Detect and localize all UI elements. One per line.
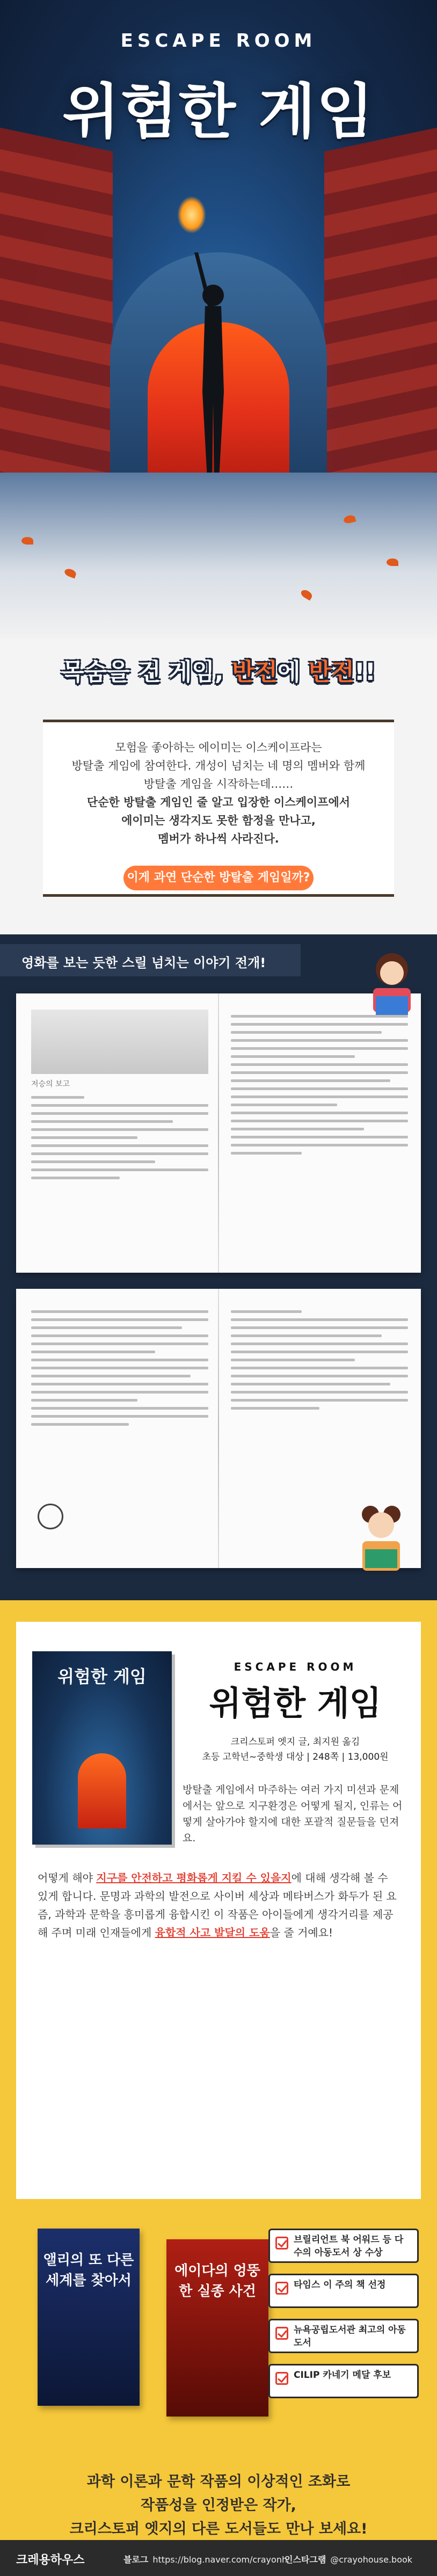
other-book-title: 앨리의 또 다른 세계를 찾아서: [43, 2252, 134, 2289]
synopsis-line: 방탈출 게임에 참여한다. 개성이 넘치는 네 명의 멤버와 함께: [71, 759, 366, 772]
page-right: [231, 1305, 408, 1415]
publisher-logo[interactable]: 크레용하우스: [16, 2553, 85, 2567]
body-text: 어떻게 해야: [38, 1871, 97, 1884]
award-label: 타임스 이 주의 책 선정: [294, 2280, 386, 2290]
silhouette-figure: [192, 252, 235, 494]
reading-child-icon: [349, 1498, 413, 1579]
footer: [0, 2540, 437, 2576]
book-spread: [16, 993, 421, 1273]
instagram-label: 인스타그램: [285, 2555, 326, 2565]
torch-flame: [177, 196, 206, 234]
info-title: 위험한 게임: [209, 1684, 382, 1723]
awards-list: [268, 2229, 419, 2409]
butterfly-icon: [21, 537, 33, 545]
author-line: 크리스토퍼 엣지 글, 최지원 옮김: [230, 1737, 360, 1747]
preview-caption: 영화를 보는 듯한 스릴 넘치는 이야기 전개!: [21, 955, 266, 970]
tagline-text: !!: [354, 658, 376, 686]
body-text: 을 줄 거예요!: [270, 1926, 333, 1939]
left-brick-wall: [0, 128, 113, 528]
checkbox-icon: [275, 2282, 288, 2295]
page-left: [31, 1305, 208, 1431]
chapter-illustration: [31, 1010, 208, 1074]
tagline-accent: 반전: [308, 658, 354, 686]
synopsis-line: 에이미는 생각지도 못한 함정을 만나고,: [121, 814, 316, 827]
info-series-label: ESCAPE ROOM: [234, 1660, 357, 1673]
blog-url[interactable]: https://blog.naver.com/crayonh: [152, 2555, 288, 2565]
tagline: [0, 652, 437, 687]
closing-message: [0, 2470, 437, 2541]
gutter: [218, 1289, 219, 1568]
series-label: ESCAPE ROOM: [120, 30, 317, 52]
chapter-title: 저승의 보고: [31, 1080, 70, 1089]
hero-title: 위험한 게임: [62, 77, 375, 146]
award-item: [268, 2229, 419, 2263]
other-book-cover[interactable]: [166, 2239, 268, 2417]
spec-line: 초등 고학년~중학생 대상 | 248쪽 | 13,000원: [202, 1752, 389, 1762]
body-highlight: 지구를 안전하고 평화롭게 지킬 수 있을지: [96, 1871, 292, 1884]
synopsis-line: 단순한 방탈출 게임인 줄 알고 입장한 이스케이프에서: [86, 796, 351, 809]
closing-line: 작품성을 인정받은 작가,: [141, 2497, 296, 2514]
checkbox-icon: [275, 2372, 288, 2385]
closing-line: 과학 이론과 문학 작품의 이상적인 조화로: [86, 2473, 351, 2490]
book-cover-image: [32, 1651, 172, 1845]
award-item: [268, 2319, 419, 2353]
body-text: 에 대해 생각해 볼 수 있게 합니다. 문명과 과학의 발전으로 사이버 세상과 메타버스가 화두가 된 요즘, 과학과 문학을 흥미롭게 융합시킨 이 작품은 아이들에게 생각거리를 제공해 주며 미래 인재들에게: [38, 1871, 397, 1939]
award-item: [268, 2274, 419, 2308]
checkbox-icon: [275, 2327, 288, 2340]
right-brick-wall: [324, 128, 437, 528]
tagline-accent: 반전: [231, 658, 278, 686]
book-body-text: [38, 1869, 399, 1942]
floor: [0, 473, 437, 639]
award-label: CILIP 카네기 메달 후보: [294, 2370, 391, 2381]
award-label: 뉴욕공립도서관 최고의 아동도서: [294, 2325, 406, 2348]
cover-title: 위험한 게임: [57, 1666, 147, 1687]
body-highlight: 융합적 사고 발달의 도움: [155, 1926, 270, 1939]
tagline-text: 목숨을 건 게임,: [61, 658, 232, 686]
instagram-handle[interactable]: @crayohouse.book: [330, 2555, 413, 2565]
instagram-link[interactable]: [285, 2553, 412, 2565]
teaser-question: 이게 과연 단순한 방탈출 게임일까?: [123, 866, 314, 890]
page-left: [31, 1010, 208, 1185]
synopsis-line: 방탈출 게임을 시작하는데……: [143, 778, 294, 790]
chapter-emblem-icon: [38, 1504, 63, 1529]
other-book-title: 에이다의 엉뚱한 실종 사건: [174, 2263, 260, 2299]
page-right: [231, 1010, 408, 1160]
blog-link[interactable]: [123, 2553, 287, 2565]
tagline-text: 에: [277, 658, 309, 686]
book-description: 방탈출 게임에서 마주하는 여러 가지 미션과 문제에서는 앞으로 지구환경은 어떻게 될지, 인류는 어떻게 살아가야 할지에 대한 포괄적 질문들을 던져요.: [183, 1784, 403, 1844]
gutter: [218, 993, 219, 1273]
butterfly-icon: [387, 558, 398, 566]
teaser-synopsis: [43, 738, 394, 848]
checkbox-icon: [275, 2237, 288, 2250]
hero-illustration: [0, 0, 437, 639]
award-item: [268, 2364, 419, 2398]
book-meta: [183, 1735, 408, 1765]
closing-line: 크리스토퍼 엣지의 다른 도서들도 만나 보세요!: [69, 2521, 368, 2537]
other-book-cover[interactable]: [38, 2229, 140, 2406]
cover-doorway: [78, 1753, 126, 1828]
synopsis-line: 멤버가 하나씩 사라진다.: [158, 832, 279, 845]
blog-label: 블로그: [123, 2555, 149, 2565]
reading-girl-icon: [360, 945, 424, 1026]
synopsis-line: 모험을 좋아하는 에이미는 이스케이프라는: [115, 741, 322, 754]
award-label: 브릴리언트 북 어워드 등 다수의 아동도서 상 수상: [294, 2234, 404, 2258]
